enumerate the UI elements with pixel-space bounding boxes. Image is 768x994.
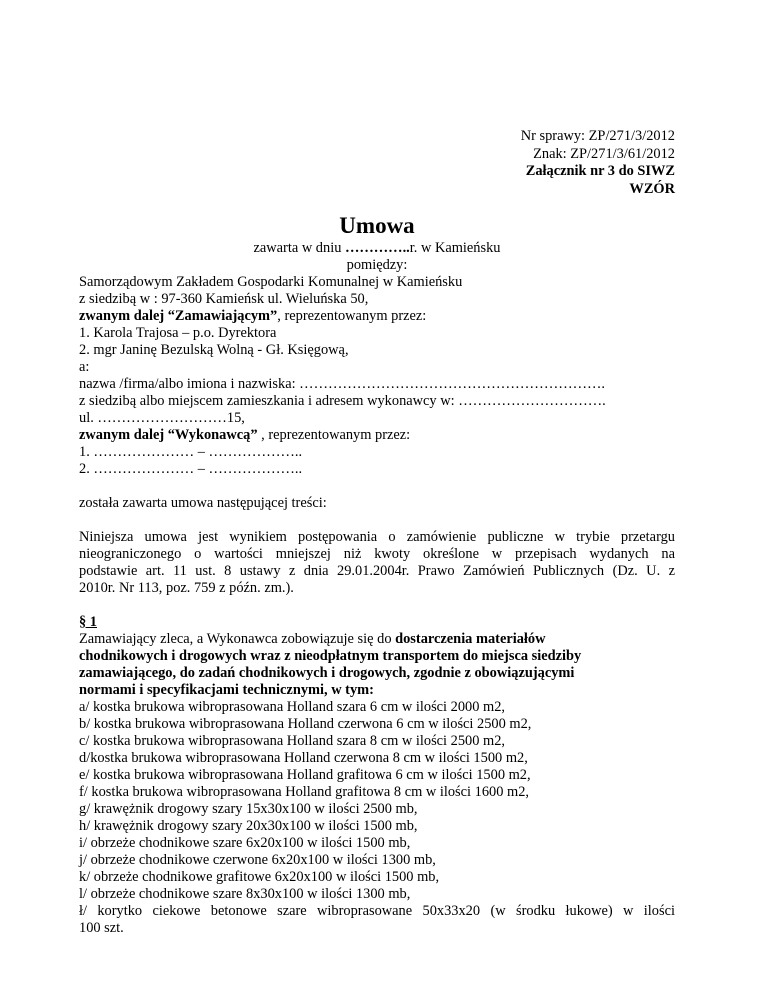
list-item: l/ obrzeże chodnikowe szare 8x30x100 w ilości 1300 mb, [79,886,411,902]
section-1-lead: Zamawiający zleca, a Wykonawca zobowiązuje się do dostarczenia materiałów [79,631,546,647]
section-mark: § 1 [79,614,97,630]
list-item: j/ obrzeże chodnikowe czerwone 6x20x100 w ilości 1300 mb, [79,852,436,868]
list-item: i/ obrzeże chodnikowe szare 6x20x100 w ilości 1500 mb, [79,835,411,851]
document-title: Umowa [339,213,415,238]
list-item: e/ kostka brukowa wibroprasowana Holland grafitowa 6 cm w ilości 1500 m2, [79,767,531,783]
list-item: c/ kostka brukowa wibroprasowana Holland szara 8 cm w ilości 2500 m2, [79,733,506,749]
contractor-called: zwanym dalej “Wykonawcą” , reprezentowanym przez: [79,427,411,443]
content-intro: została zawarta umowa następującej treści: [79,495,327,511]
orderer-address: z siedzibą w : 97-360 Kamieńsk ul. Wieluńska 50, [79,291,369,307]
spacer [79,478,675,495]
list-item: d/kostka brukowa wibroprasowana Holland czerwona 8 cm w ilości 1500 m2, [79,750,528,766]
section-1-heading [79,614,675,631]
section-1-scope: zamawiającego, do zadań chodnikowych i drogowych, zgodnie z obowiązującymi [79,665,575,681]
reference-number: Znak: ZP/271/3/61/2012 [533,145,675,162]
document-page [79,128,675,937]
case-number: Nr sprawy: ZP/271/3/2012 [520,128,675,144]
orderer-name: Samorządowym Zakładem Gospodarki Komunalnej w Kamieńsku [79,274,463,290]
concluded-line: zawarta w dniu …………..r. w Kamieńsku [253,240,501,256]
basis-line: 2010r. Nr 113, poz. 759 z późn. zm.). [79,580,294,596]
spacer [79,512,675,529]
list-item: b/ kostka brukowa wibroprasowana Holland czerwona 6 cm w ilości 2500 m2, [79,716,532,732]
list-item: k/ obrzeże chodnikowe grafitowe 6x20x100 w ilości 1500 mb, [79,869,440,885]
section-1-scope: normami i specyfikacjami technicznymi, w tym: [79,682,374,698]
orderer-rep-2: 2. mgr Janinę Bezulską Wolną - Gł. Księgową, [79,342,349,358]
list-item: g/ krawężnik drogowy szary 15x30x100 w ilości 2500 mb, [79,801,418,817]
template-label: WZÓR [629,180,675,197]
basis-paragraph [79,529,675,597]
and-line: a: [79,359,90,375]
basis-line: Niniejsza umowa jest wynikiem postępowania o zamówienie publiczne w trybie przetargu [79,529,675,545]
contractor-street-line: ul. ………………………15, [79,410,245,426]
basis-line: podstawie art. 11 ust. 8 ustawy z dnia 29.01.2004r. Prawo Zamówień Publicznych (Dz. U. z [79,563,675,579]
list-item: ł/ korytko ciekowe betonowe szare wibroprasowane 50x33x20 (w środku łukowe) w ilości [79,903,675,919]
list-item: f/ kostka brukowa wibroprasowana Holland grafitowa 8 cm w ilości 1600 m2, [79,784,530,800]
contractor-rep-2: 2. ………………… – ……………….. [79,461,303,477]
contractor-address-line: z siedzibą albo miejscem zamieszkania i adresem wykonawcy w: …………………………. [79,393,606,409]
attachment-label: Załącznik nr 3 do SIWZ [525,163,675,179]
document-header [79,128,675,198]
basis-line: nieograniczonego o wartości mniejszej niż kwoty określone w przepisach wydanych na [79,546,675,562]
section-1-scope: chodnikowych i drogowych wraz z nieodpłatnym transportem do miejsca siedziby [79,648,582,664]
spacer [79,597,675,614]
contractor-rep-1: 1. ………………… – ……………….. [79,444,303,460]
list-item-continuation: 100 szt. [79,920,124,936]
orderer-rep-1: 1. Karola Trajosa – p.o. Dyrektora [79,325,277,341]
list-item: a/ kostka brukowa wibroprasowana Holland szara 6 cm w ilości 2000 m2, [79,699,506,715]
between-line: pomiędzy: [346,257,408,273]
orderer-called: zwanym dalej “Zamawiającym”, reprezentowanym przez: [79,308,427,324]
list-item: h/ krawężnik drogowy szary 20x30x100 w ilości 1500 mb, [79,818,418,834]
contractor-name-line: nazwa /firma/albo imiona i nazwiska: ………………………………………………………. [79,376,605,392]
